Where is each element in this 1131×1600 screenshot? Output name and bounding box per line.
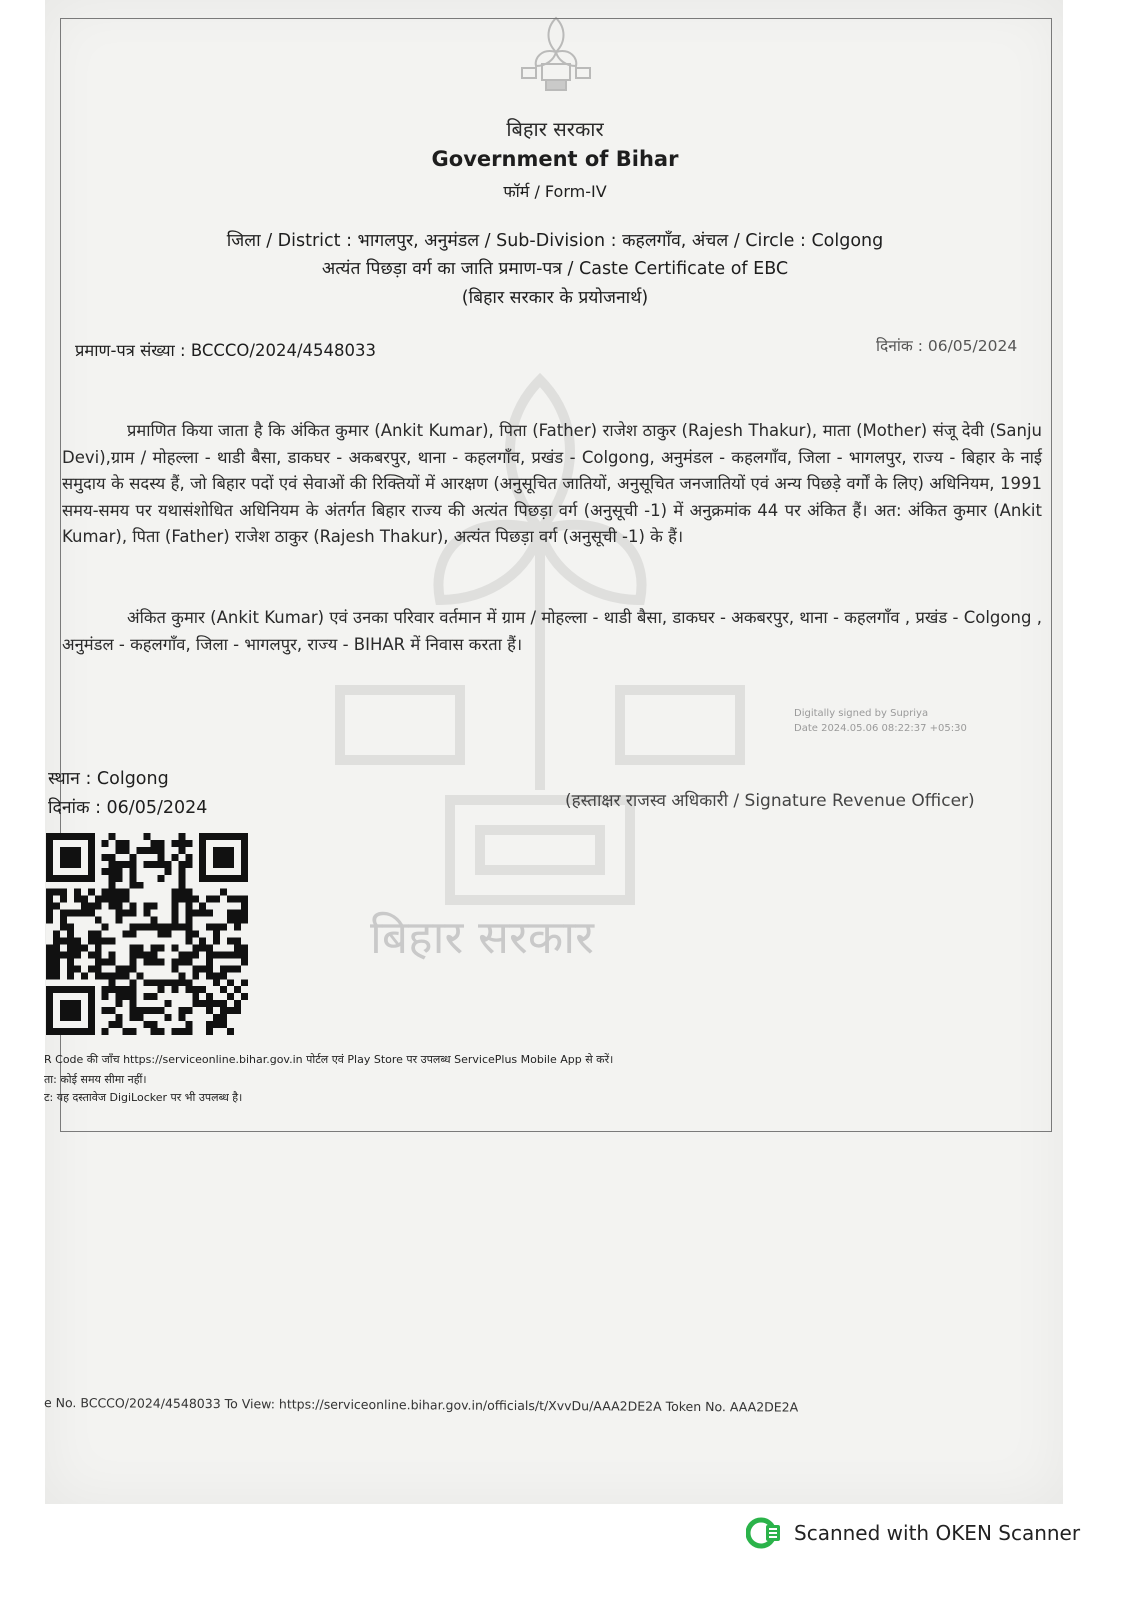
certificate-paragraph-2 xyxy=(62,605,1042,658)
state-hindi-heading: बिहार सरकार xyxy=(506,117,604,141)
signature-label: (हस्ताक्षर राजस्व अधिकारी / Signature Revenue Officer) xyxy=(565,791,975,811)
form-heading: फॉर्म / Form-IV xyxy=(503,182,607,201)
district-line: जिला / District : भागलपुर, अनुमंडल / Sub-Division : कहलगाँव, अंचल / Circle : Colgong xyxy=(226,231,884,251)
scanner-label: Scanned with OKEN Scanner xyxy=(794,1521,1081,1545)
scanner-watermark xyxy=(746,1516,1080,1550)
bihar-emblem-icon xyxy=(512,14,600,94)
qr-code-icon[interactable] xyxy=(46,832,248,1036)
validity-note: ता: कोई समय सीमा नहीं। xyxy=(44,1073,147,1086)
purpose-line: (बिहार सरकार के प्रयोजनार्थ) xyxy=(461,288,649,308)
caste-certificate-title: अत्यंत पिछड़ा वर्ग का जाति प्रमाण-पत्र / Caste Certificate of EBC xyxy=(321,259,789,279)
certificate-number: प्रमाण-पत्र संख्या : BCCCO/2024/4548033 xyxy=(75,341,377,360)
paragraph-1-text: प्रमाणित किया जाता है कि अंकित कुमार (Ankit Kumar), पिता (Father) राजेश ठाकुर (Rajesh Thakur), माता (Mother) संजू देवी (Sanju Devi),ग्राम / मोहल्ला - थाडी बैसा, डाकघर - अकबरपुर, थाना - कहलगाँव, प्रखंड - Colgong, अनुमंडल - कहलगाँव, जिला - भागलपुर, राज्य - बिहार के नाई समुदाय के सदस्य हैं, जो बिहार पदों एवं सेवाओं की रिक्तियों में आरक्षण (अनुसूचित जातियों, अनुसूचित जनजातियों एवं अन्य पिछड़े वर्गों के लिए) अधिनियम, 1991 समय-समय पर यथासंशोधित अधिनियम के अंतर्गत बिहार राज्य की अत्यंत पिछड़ा वर्ग (अनुसूची -1) में अनुक्रमांक 44 पर अंकित हैं। अत: अंकित कुमार (Ankit Kumar), पिता (Father) राजेश ठाकुर (Rajesh Thakur), अत्यंत पिछड़ा वर्ग (अनुसूची -1) के हैं। xyxy=(62,421,1042,546)
watermark-text: बिहार सरकार xyxy=(370,910,594,964)
certificate-date: दिनांक : 06/05/2024 xyxy=(876,337,1018,355)
paragraph-2-text: अंकित कुमार (Ankit Kumar) एवं उनका परिवार वर्तमान में ग्राम / मोहल्ला - थाडी बैसा, डाकघर - अकबरपुर, थाना - कहलगाँव , प्रखंड - Colgong , अनुमंडल - कहलगाँव, जिला - भागलपुर, राज्य - BIHAR में निवास करता हैं। xyxy=(62,608,1042,654)
digital-signature-date: Date 2024.05.06 08:22:37 +05:30 xyxy=(794,723,967,734)
digital-signature xyxy=(794,706,967,736)
qr-verify-note: R Code की जाँच https://serviceonline.bihar.gov.in पोर्टल एवं Play Store पर उपलब्ध ServicePlus Mobile App से करें। xyxy=(44,1053,614,1066)
certificate-paragraph-1 xyxy=(62,418,1042,551)
government-heading: Government of Bihar xyxy=(431,147,679,171)
place-label: स्थान : Colgong xyxy=(48,769,169,789)
oken-scanner-icon xyxy=(746,1516,782,1550)
digital-signature-name: Digitally signed by Supriya xyxy=(794,708,929,719)
reference-line: e No. BCCCO/2024/4548033 To View: https://serviceonline.bihar.gov.in/officials/t/XvvDu/AAA2DE2A Token No. AAA2DE2A xyxy=(43,1395,799,1415)
issue-date: दिनांक : 06/05/2024 xyxy=(48,798,208,818)
digilocker-note: ट: यह दस्तावेज DigiLocker पर भी उपलब्ध है। xyxy=(44,1091,243,1104)
